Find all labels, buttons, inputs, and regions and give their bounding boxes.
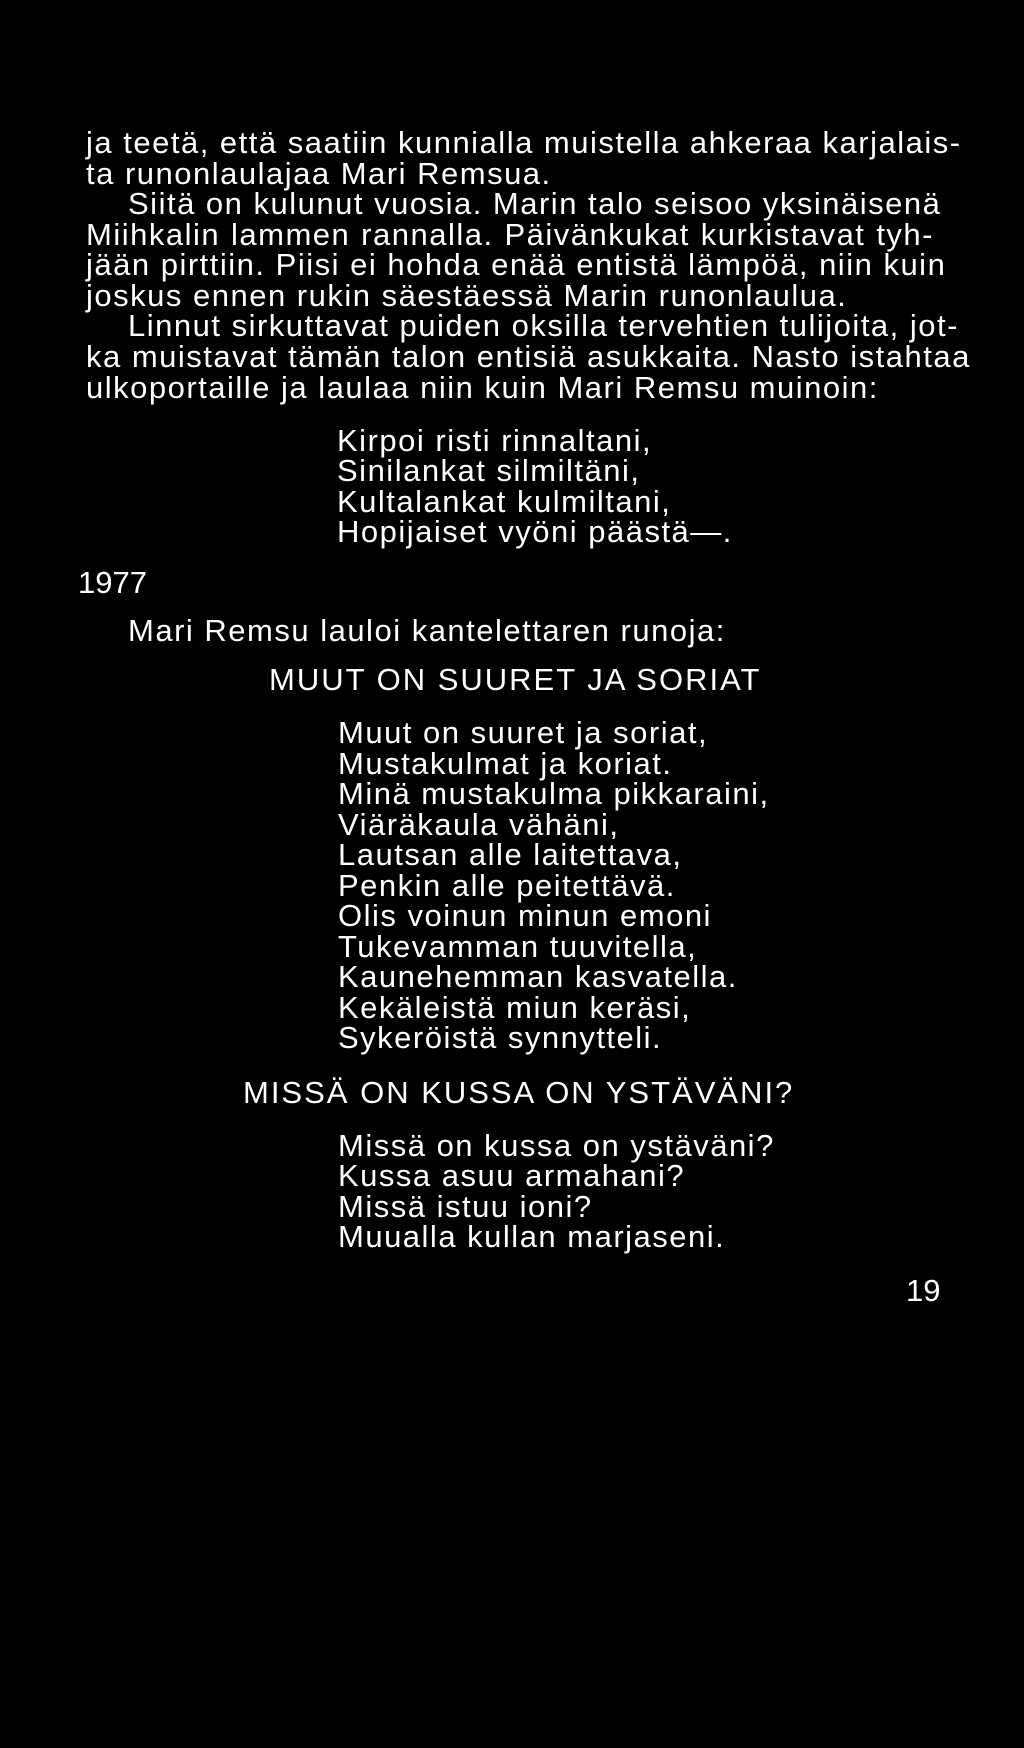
poem-line: Mustakulmat ja koriat.: [338, 746, 673, 781]
verse-line: Kultalankat kulmiltani,: [337, 484, 672, 519]
poem-line: Tukevamman tuuvitella,: [338, 929, 698, 964]
poem-line: Muut on suuret ja soriat,: [338, 715, 709, 750]
prose-line: Miihkalin lammen rannalla. Päivänkukat kurkistavat tyh-: [86, 217, 934, 252]
poem-title: MISSÄ ON KUSSA ON YSTÄVÄNI?: [243, 1075, 795, 1110]
prose-line: Siitä on kulunut vuosia. Marin talo seisoo yksinäisenä: [128, 186, 942, 221]
poem-line: Viäräkaula vähäni,: [338, 807, 620, 842]
poem-line: Missä on kussa on ystäväni?: [338, 1128, 775, 1163]
prose-line: Linnut sirkuttavat puiden oksilla tervehtien tulijoita, jot-: [128, 308, 959, 343]
poem-title: MUUT ON SUURET JA SORIAT: [269, 662, 762, 697]
prose-line: ka muistavat tämän talon entisiä asukkaita. Nasto istahtaa: [86, 339, 971, 374]
verse-line: Kirpoi risti rinnaltani,: [337, 423, 653, 458]
poem-line: Kaunehemman kasvatella.: [338, 959, 738, 994]
poem-line: Lautsan alle laitettava,: [338, 837, 683, 872]
prose-line: ta runonlaulajaa Mari Remsua.: [86, 156, 552, 191]
prose-line: joskus ennen rukin säestäessä Marin runonlaulua.: [86, 278, 848, 313]
poem-line: Olis voinun minun emoni: [338, 898, 712, 933]
prose-line: jään pirttiin. Piisi ei hohda enää entistä lämpöä, niin kuin: [86, 247, 947, 282]
poem-line: Sykeröistä synnytteli.: [338, 1020, 663, 1055]
poem-line: Kussa asuu armahani?: [338, 1158, 686, 1193]
poem-line: Missä istuu ioni?: [338, 1189, 593, 1224]
year-label: 1977: [78, 565, 147, 600]
verse-line: Sinilankat silmiltäni,: [337, 453, 641, 488]
prose-line: ja teetä, että saatiin kunnialla muistella ahkeraa karjalais-: [86, 125, 962, 160]
intro-sentence: Mari Remsu lauloi kantelettaren runoja:: [128, 613, 726, 648]
page-number: 19: [906, 1273, 941, 1308]
poem-line: Muualla kullan marjaseni.: [338, 1219, 726, 1254]
prose-line: ulkoportaille ja laulaa niin kuin Mari Remsu muinoin:: [86, 370, 879, 405]
poem-line: Minä mustakulma pikkaraini,: [338, 776, 770, 811]
poem-line: Kekäleistä miun keräsi,: [338, 990, 692, 1025]
verse-line: Hopijaiset vyöni päästä—.: [337, 514, 733, 549]
poem-line: Penkin alle peitettävä.: [338, 868, 676, 903]
